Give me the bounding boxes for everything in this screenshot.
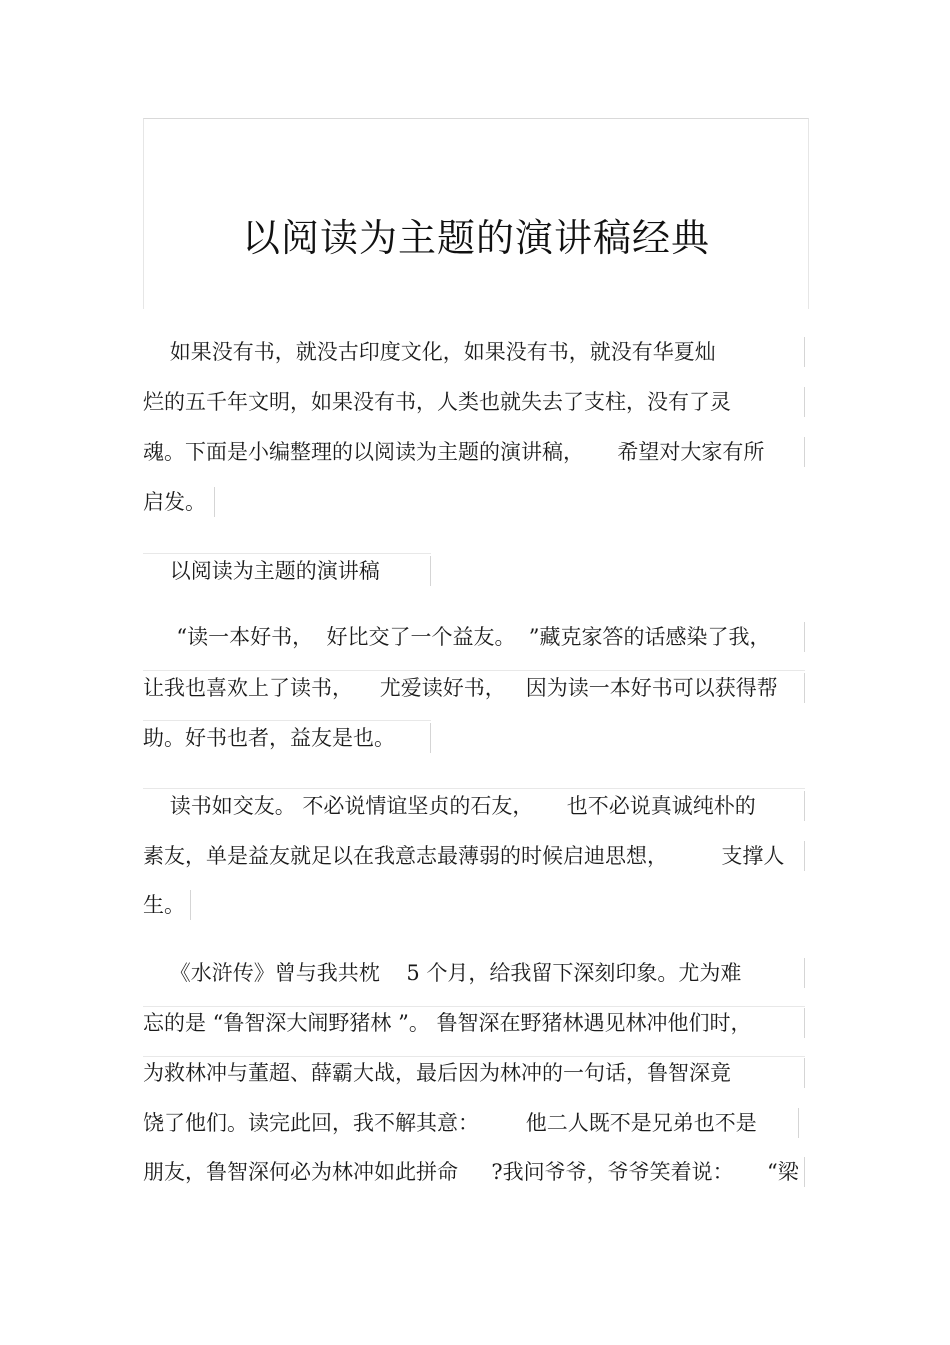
cell-rule — [143, 788, 805, 789]
cell-rule — [143, 553, 431, 554]
text-line: “读一本好书， 好比交了一个益友。 ”藏克家答的话感染了我， — [143, 625, 771, 649]
text-line: 魂。下面是小编整理的以阅读为主题的演讲稿， 希望对大家有所 — [143, 440, 765, 464]
text-line: 素友，单是益友就足以在我意志最薄弱的时候启迪思想， 支撑人 — [143, 844, 785, 868]
cell-border — [804, 437, 805, 467]
text-line: 为救林冲与董超、薛霸大战，最后因为林冲的一句话，鲁智深竟 — [143, 1061, 731, 1085]
cell-border — [804, 387, 805, 417]
text-line: 启发。 — [143, 490, 206, 514]
text-line: 《水浒传》曾与我共枕 5 个月，给我留下深刻印象。尤为难 — [143, 961, 742, 985]
cell-border — [804, 958, 805, 988]
cell-rule — [143, 1056, 805, 1057]
text-line: 如果没有书，就没古印度文化，如果没有书，就没有华夏灿 — [143, 340, 716, 364]
cell-border — [804, 1058, 805, 1088]
text-line: 生。 — [143, 893, 185, 917]
text-line: 烂的五千年文明，如果没有书，人类也就失去了支柱，没有了灵 — [143, 390, 731, 414]
cell-border — [804, 337, 805, 367]
title-box — [143, 118, 809, 309]
cell-border — [430, 556, 431, 586]
cell-border — [430, 723, 431, 753]
text-line: 读书如交友。 不必说情谊坚贞的石友， 也不必说真诚纯朴的 — [143, 794, 756, 818]
cell-rule — [143, 720, 431, 721]
page-title: 以阅读为主题的演讲稿经典 — [241, 216, 710, 260]
cell-border — [804, 622, 805, 652]
text-line: 朋友，鲁智深何必为林冲如此拼命 ?我问爷爷，爷爷笑着说： “梁 — [143, 1160, 799, 1184]
text-line: 让我也喜欢上了读书， 尤爱读好书， 因为读一本好书可以获得帮 — [143, 676, 778, 700]
cell-border — [804, 673, 805, 703]
cell-rule — [143, 670, 805, 671]
cell-border — [798, 1108, 799, 1138]
text-line: 饶了他们。读完此回，我不解其意： 他二人既不是兄弟也不是 — [143, 1111, 757, 1135]
cell-rule — [143, 1006, 805, 1007]
text-line: 助。好书也者，益友是也。 — [143, 726, 395, 750]
cell-border — [804, 791, 805, 821]
subheading: 以阅读为主题的演讲稿 — [143, 559, 380, 583]
cell-border — [214, 487, 215, 517]
cell-border — [804, 1157, 805, 1187]
text-line: 忘的是 “鲁智深大闹野猪林 ”。 鲁智深在野猪林遇见林冲他们时， — [143, 1011, 752, 1035]
cell-border — [804, 1008, 805, 1038]
cell-border — [804, 841, 805, 871]
cell-border — [190, 890, 191, 920]
